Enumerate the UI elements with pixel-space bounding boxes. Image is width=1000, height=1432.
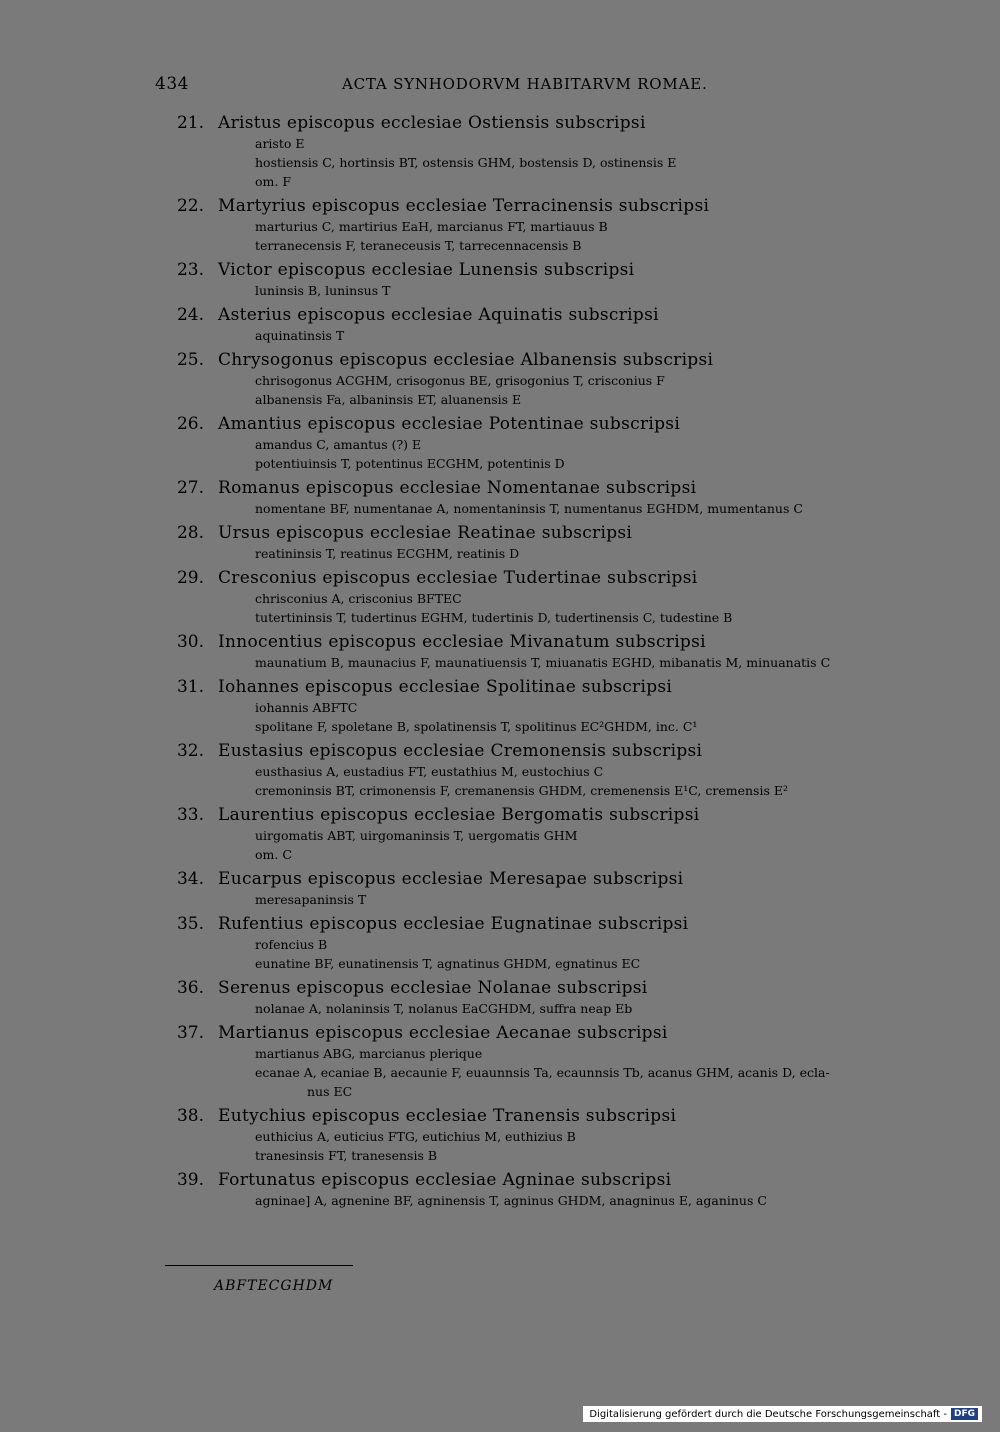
variant-line: meresapaninsis T — [255, 892, 367, 907]
entry — [0, 413, 1000, 473]
entry — [0, 1022, 1000, 1101]
variant-line: ecanae A, ecaniae B, aecaunie F, euaunnsis Ta, ecaunnsis Tb, acanus GHM, acanis D, ecla- — [255, 1065, 830, 1080]
variant-line: chrisogonus ACGHM, crisogonus BE, grisogonius T, crisconius F — [255, 373, 665, 388]
entry-heading: Victor episcopus ecclesiae Lunensis subscripsi — [218, 260, 635, 280]
entry — [0, 977, 1000, 1018]
variant-line: euthicius A, euticius FTG, eutichius M, euthizius B — [255, 1129, 576, 1144]
entry — [0, 195, 1000, 255]
entry-number: 22. — [176, 196, 204, 216]
variant-line: martianus ABG, marcianus plerique — [255, 1046, 483, 1061]
variant-line: nolanae A, nolaninsis T, nolanus EaCGHDM, suffra neap Eb — [255, 1001, 633, 1016]
entry-number: 37. — [176, 1023, 204, 1043]
variant-line: marturius C, martirius EaH, marcianus FT, martiauus B — [255, 219, 608, 234]
entry — [0, 112, 1000, 191]
entry — [0, 567, 1000, 627]
variant-line: nomentane BF, numentanae A, nomentaninsis T, numentanus EGHDM, mumentanus C — [255, 501, 803, 516]
entry-heading: Rufentius episcopus ecclesiae Eugnatinae subscripsi — [218, 914, 689, 934]
entry-heading: Iohannes episcopus ecclesiae Spolitinae subscripsi — [218, 677, 673, 697]
entry-number: 23. — [176, 260, 204, 280]
entries-list — [0, 112, 1000, 1214]
page-number: 434 — [155, 74, 189, 94]
entry-number: 35. — [176, 914, 204, 934]
entry-number: 33. — [176, 805, 204, 825]
entry-number: 25. — [176, 350, 204, 370]
variant-line: albanensis Fa, albaninsis ET, aluanensis E — [255, 392, 522, 407]
entry — [0, 913, 1000, 973]
entry-heading: Aristus episcopus ecclesiae Ostiensis subscripsi — [218, 113, 646, 133]
variant-line: tutertininsis T, tudertinus EGHM, tudertinis D, tudertinensis C, tudestine B — [255, 610, 733, 625]
entry-number: 34. — [176, 869, 204, 889]
entry-heading: Ursus episcopus ecclesiae Reatinae subscripsi — [218, 523, 633, 543]
variant-line: cremoninsis BT, crimonensis F, cremanensis GHDM, cremenensis E¹C, cremensis E² — [255, 783, 788, 798]
entry — [0, 1169, 1000, 1210]
variant-line: tranesinsis FT, tranesensis B — [255, 1148, 438, 1163]
footnote-sigla: ABFTECGHDM — [214, 1278, 334, 1294]
entry — [0, 304, 1000, 345]
variant-line: amandus C, amantus (?) E — [255, 437, 422, 452]
entry-number: 28. — [176, 523, 204, 543]
variant-line: uirgomatis ABT, uirgomaninsis T, uergomatis GHM — [255, 828, 578, 843]
entry-heading: Romanus episcopus ecclesiae Nomentanae subscripsi — [218, 478, 697, 498]
variant-line: om. F — [255, 174, 291, 189]
entry-heading: Chrysogonus episcopus ecclesiae Albanensis subscripsi — [218, 350, 714, 370]
entry — [0, 676, 1000, 736]
variant-line: om. C — [255, 847, 292, 862]
variant-line: chrisconius A, crisconius BFTEC — [255, 591, 462, 606]
entry-heading: Asterius episcopus ecclesiae Aquinatis subscripsi — [218, 305, 659, 325]
entry — [0, 804, 1000, 864]
entry — [0, 868, 1000, 909]
entry-heading: Martyrius episcopus ecclesiae Terracinensis subscripsi — [218, 196, 710, 216]
variant-line: iohannis ABFTC — [255, 700, 358, 715]
variant-line: rofencius B — [255, 937, 328, 952]
entry — [0, 349, 1000, 409]
entry-number: 30. — [176, 632, 204, 652]
entry-number: 24. — [176, 305, 204, 325]
entry-heading: Laurentius episcopus ecclesiae Bergomatis subscripsi — [218, 805, 700, 825]
running-head: ACTA SYNHODORVM HABITARVM ROMAE. — [342, 75, 708, 93]
variant-line: potentiuinsis T, potentinus ECGHM, potentinis D — [255, 456, 565, 471]
entry-heading: Fortunatus episcopus ecclesiae Agninae subscripsi — [218, 1170, 672, 1190]
entry-number: 39. — [176, 1170, 204, 1190]
entry-number: 32. — [176, 741, 204, 761]
entry-number: 38. — [176, 1106, 204, 1126]
variant-line: aristo E — [255, 136, 305, 151]
entry-number: 21. — [176, 113, 204, 133]
entry-number: 26. — [176, 414, 204, 434]
entry-heading: Martianus episcopus ecclesiae Aecanae subscripsi — [218, 1023, 668, 1043]
entry-heading: Cresconius episcopus ecclesiae Tudertinae subscripsi — [218, 568, 698, 588]
dfg-logo-icon: DFG — [951, 1408, 978, 1420]
entry-number: 29. — [176, 568, 204, 588]
variant-line: nus EC — [307, 1084, 353, 1099]
variant-line: hostiensis C, hortinsis BT, ostensis GHM, bostensis D, ostinensis E — [255, 155, 677, 170]
entry — [0, 259, 1000, 300]
entry — [0, 1105, 1000, 1165]
entry — [0, 477, 1000, 518]
variant-line: terranecensis F, teraneceusis T, tarrecennacensis B — [255, 238, 582, 253]
entry — [0, 631, 1000, 672]
variant-line: eusthasius A, eustadius FT, eustathius M, eustochius C — [255, 764, 604, 779]
variant-line: spolitane F, spoletane B, spolatinensis T, spolitinus EC²GHDM, inc. C¹ — [255, 719, 698, 734]
entry-heading: Eucarpus episcopus ecclesiae Meresapae subscripsi — [218, 869, 684, 889]
dfg-credit — [583, 1406, 982, 1422]
variant-line: eunatine BF, eunatinensis T, agnatinus GHDM, egnatinus EC — [255, 956, 641, 971]
variant-line: aquinatinsis T — [255, 328, 345, 343]
entry — [0, 740, 1000, 800]
entry-heading: Innocentius episcopus ecclesiae Mivanatum subscripsi — [218, 632, 706, 652]
variant-line: maunatium B, maunacius F, maunatiuensis T, miuanatis EGHD, mibanatis M, minuanatis C — [255, 655, 831, 670]
footnote-rule — [165, 1265, 353, 1266]
entry — [0, 522, 1000, 563]
entry-number: 36. — [176, 978, 204, 998]
entry-heading: Amantius episcopus ecclesiae Potentinae subscripsi — [218, 414, 681, 434]
dfg-credit-text: Digitalisierung gefördert durch die Deutsche Forschungsgemeinschaft - — [589, 1408, 947, 1420]
entry-heading: Serenus episcopus ecclesiae Nolanae subscripsi — [218, 978, 648, 998]
variant-line: luninsis B, luninsus T — [255, 283, 391, 298]
variant-line: reatininsis T, reatinus ECGHM, reatinis D — [255, 546, 520, 561]
variant-line: agninae] A, agnenine BF, agninensis T, agninus GHDM, anagninus E, aganinus C — [255, 1193, 767, 1208]
entry-number: 27. — [176, 478, 204, 498]
entry-number: 31. — [176, 677, 204, 697]
entry-heading: Eutychius episcopus ecclesiae Tranensis subscripsi — [218, 1106, 677, 1126]
entry-heading: Eustasius episcopus ecclesiae Cremonensis subscripsi — [218, 741, 703, 761]
